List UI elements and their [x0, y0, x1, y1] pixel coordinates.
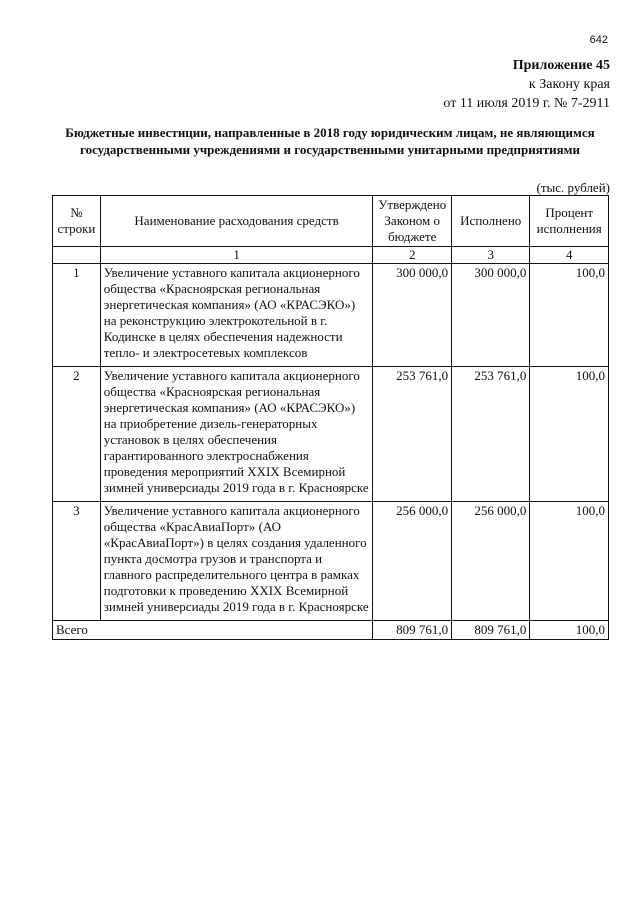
executed-amount: 300 000,0: [452, 264, 530, 367]
header-approved-line-2: Законом о: [384, 213, 441, 228]
header-approved: [373, 196, 452, 247]
header-percent-line-2: исполнения: [536, 221, 602, 236]
execution-percent: 100,0: [530, 367, 609, 502]
execution-percent: 100,0: [530, 502, 609, 621]
header-row-number-line-1: №: [70, 205, 83, 220]
header-row-number-line-2: строки: [57, 221, 96, 236]
header-approved-line-3: бюджете: [388, 229, 437, 244]
executed-amount: 253 761,0: [452, 367, 530, 502]
row-number: 1: [53, 264, 101, 367]
total-approved: 809 761,0: [373, 621, 452, 640]
column-number: 2: [373, 247, 452, 264]
table-row: [53, 502, 609, 621]
header-name: Наименование расходования средств: [100, 196, 373, 247]
table-header-row: [53, 196, 609, 247]
document-title-line-1: Бюджетные инвестиции, направленные в 2018 году юридическим лицам, не являющимся: [65, 125, 595, 140]
total-percent: 100,0: [530, 621, 609, 640]
header-percent: [530, 196, 609, 247]
column-number: 3: [452, 247, 530, 264]
appendix-reference: [443, 56, 610, 113]
header-row-number: [53, 196, 101, 247]
approved-amount: 256 000,0: [373, 502, 452, 621]
table-row: [53, 264, 609, 367]
budget-table: [52, 195, 609, 640]
header-approved-line-1: Утверждено: [378, 197, 447, 212]
column-number-row: [53, 247, 609, 264]
table-row: [53, 367, 609, 502]
column-number: 4: [530, 247, 609, 264]
row-number: 2: [53, 367, 101, 502]
approved-amount: 253 761,0: [373, 367, 452, 502]
column-number: 1: [100, 247, 373, 264]
page-number: 642: [589, 34, 608, 46]
row-number: 3: [53, 502, 101, 621]
expense-name: Увеличение уставного капитала акционерного общества «Красноярская региональная энергетическая компания» (АО «КРАСЭКО») на приобретение дизель-генераторных установок в целях обеспечения гарантированного электроснабжения проведения мероприятий XXIX Всемирной зимней универсиады 2019 года в г. Красноярске: [100, 367, 373, 502]
expense-name: Увеличение уставного капитала акционерного общества «КрасАвиаПорт» (АО «КрасАвиаПорт») в целях создания удаленного пункта досмотра грузов и транспорта и главного распределительного центра в рамках подготовки к проведению XXIX Всемирной зимней универсиады 2019 года в г. Красноярске: [100, 502, 373, 621]
execution-percent: 100,0: [530, 264, 609, 367]
document-title-line-2: государственными учреждениями и государственными унитарными предприятиями: [79, 142, 580, 157]
executed-amount: 256 000,0: [452, 502, 530, 621]
total-row: [53, 621, 609, 640]
appendix-date: от 11 июля 2019 г. № 7-2911: [443, 96, 610, 111]
approved-amount: 300 000,0: [373, 264, 452, 367]
column-number: [53, 247, 101, 264]
total-label: Всего: [53, 621, 373, 640]
total-executed: 809 761,0: [452, 621, 530, 640]
appendix-law: к Закону края: [528, 77, 610, 92]
header-executed: Исполнено: [452, 196, 530, 247]
units-label: (тыс. рублей): [536, 180, 610, 195]
document-title: [40, 124, 620, 158]
appendix-title: Приложение 45: [512, 58, 610, 73]
header-percent-line-1: Процент: [545, 205, 594, 220]
expense-name: Увеличение уставного капитала акционерного общества «Красноярская региональная энергетическая компания» (АО «КРАСЭКО») на реконструкцию электрокотельной в г. Кодинске в целях обеспечения надежности тепло- и электросетевых комплексов: [100, 264, 373, 367]
